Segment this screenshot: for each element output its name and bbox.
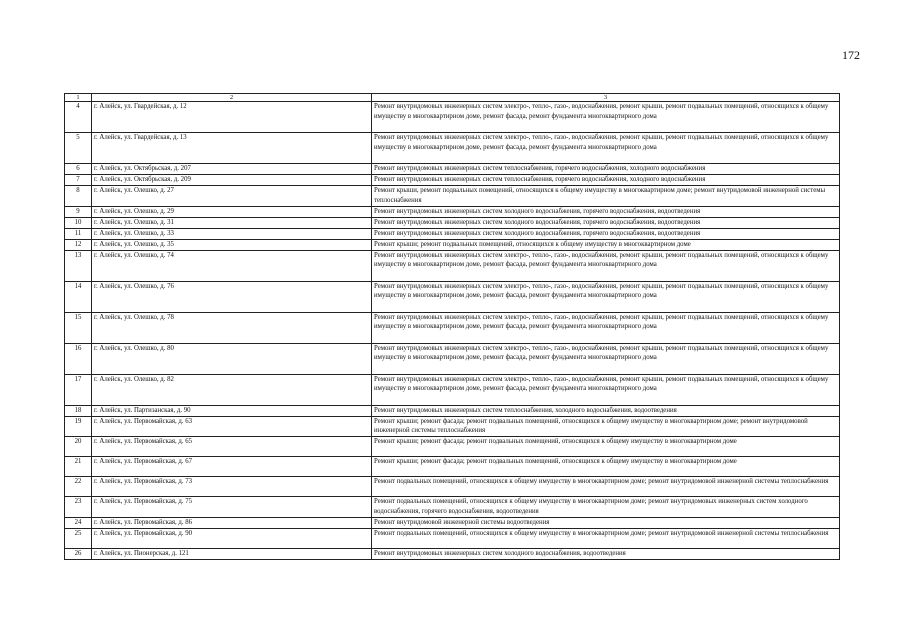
row-number-cell: 20	[65, 437, 92, 457]
works-cell: Ремонт внутридомовых инженерных систем электро-, тепло-, газо-, водоснабжения, ремонт крыши, ремонт подвальных помещений, относящихся к общему имуществу в многоквартирном доме, ремонт фасада, ремонт фундамента многоквартирного дома	[372, 312, 840, 343]
row-number-cell: 12	[65, 239, 92, 250]
works-cell: Ремонт внутридомовых инженерных систем теплоснабжения, холодного водоснабжения, водоотведения	[372, 405, 840, 416]
table-row	[65, 250, 840, 281]
table-row	[65, 102, 840, 133]
address-cell: г. Алейск, ул. Олешко, д. 80	[92, 343, 372, 374]
table-row	[65, 548, 840, 559]
row-number-cell: 26	[65, 548, 92, 559]
works-cell: Ремонт подвальных помещений, относящихся к общему имуществу в многоквартирном доме; ремонт внутридомовых инженерных систем холодного водоснабжения, горячего водоснабжения, водоотведения	[372, 497, 840, 518]
works-cell: Ремонт крыши; ремонт фасада; ремонт подвальных помещений, относящихся к общему имуществу в многоквартирном доме	[372, 457, 840, 477]
table-row	[65, 133, 840, 164]
address-cell: г. Алейск, ул. Пионерская, д. 121	[92, 548, 372, 559]
table-row	[65, 239, 840, 250]
works-cell: Ремонт крыши; ремонт фасада; ремонт подвальных помещений, относящихся к общему имуществу в многоквартирном доме; ремонт внутридомовой инженерной системы теплоснабжения	[372, 416, 840, 437]
table-row	[65, 437, 840, 457]
row-number-cell: 13	[65, 250, 92, 281]
table-row	[65, 281, 840, 312]
table-row	[65, 343, 840, 374]
table-row	[65, 457, 840, 477]
works-table	[64, 93, 840, 560]
works-cell: Ремонт крыши; ремонт фасада; ремонт подвальных помещений, относящихся к общему имуществу в многоквартирном доме	[372, 437, 840, 457]
table-header-row	[65, 94, 840, 102]
row-number-cell: 21	[65, 457, 92, 477]
row-number-cell: 17	[65, 374, 92, 405]
row-number-cell: 5	[65, 133, 92, 164]
row-number-cell: 14	[65, 281, 92, 312]
works-cell: Ремонт внутридомовых инженерных систем теплоснабжения, горячего водоснабжения, холодного водоснабжения	[372, 164, 840, 175]
row-number-cell: 4	[65, 102, 92, 133]
table-row	[65, 186, 840, 207]
row-number-cell: 11	[65, 228, 92, 239]
address-cell: г. Алейск, ул. Партизанская, д. 90	[92, 405, 372, 416]
works-cell: Ремонт внутридомовых инженерных систем электро-, тепло-, газо-, водоснабжения, ремонт крыши, ремонт подвальных помещений, относящихся к общему имуществу в многоквартирном доме, ремонт фасада, ремонт фундамента многоквартирного дома	[372, 133, 840, 164]
works-cell: Ремонт подвальных помещений, относящихся к общему имуществу в многоквартирном доме; ремонт внутридомовой инженерной системы теплоснабжения	[372, 477, 840, 497]
page-number: 172	[842, 48, 860, 62]
works-cell: Ремонт внутридомовых инженерных систем теплоснабжения, горячего водоснабжения, холодного водоснабжения	[372, 175, 840, 186]
address-cell: г. Алейск, ул. Олешко, д. 31	[92, 217, 372, 228]
works-cell: Ремонт внутридомовых инженерных систем электро-, тепло-, газо-, водоснабжения, ремонт крыши, ремонт подвальных помещений, относящихся к общему имуществу в многоквартирном доме, ремонт фасада, ремонт фундамента многоквартирного дома	[372, 281, 840, 312]
column-header-address: 2	[92, 94, 372, 102]
works-cell: Ремонт подвальных помещений, относящихся к общему имуществу в многоквартирном доме; ремонт внутридомовой инженерной системы теплоснабжения	[372, 528, 840, 548]
works-cell: Ремонт внутридомовых инженерных систем холодного водоснабжения, водоотведения	[372, 548, 840, 559]
address-cell: г. Алейск, ул. Первомайская, д. 63	[92, 416, 372, 437]
address-cell: г. Алейск, ул. Олешко, д. 27	[92, 186, 372, 207]
row-number-cell: 15	[65, 312, 92, 343]
table-row	[65, 374, 840, 405]
row-number-cell: 8	[65, 186, 92, 207]
address-cell: г. Алейск, ул. Октябрьская, д. 207	[92, 164, 372, 175]
address-cell: г. Алейск, ул. Первомайская, д. 86	[92, 517, 372, 528]
address-cell: г. Алейск, ул. Олешко, д. 29	[92, 206, 372, 217]
row-number-cell: 9	[65, 206, 92, 217]
row-number-cell: 23	[65, 497, 92, 518]
works-cell: Ремонт внутридомовых инженерных систем холодного водоснабжения, горячего водоснабжения, водоотведения	[372, 228, 840, 239]
table-row	[65, 416, 840, 437]
table-row	[65, 517, 840, 528]
row-number-cell: 22	[65, 477, 92, 497]
works-cell: Ремонт внутридомовых инженерных систем электро-, тепло-, газо-, водоснабжения, ремонт крыши, ремонт подвальных помещений, относящихся к общему имуществу в многоквартирном доме, ремонт фасада, ремонт фундамента многоквартирного дома	[372, 374, 840, 405]
works-cell: Ремонт крыши; ремонт подвальных помещений, относящихся к общему имуществу в многоквартирном доме	[372, 239, 840, 250]
table-row	[65, 206, 840, 217]
works-cell: Ремонт внутридомовых инженерных систем электро-, тепло-, газо-, водоснабжения, ремонт крыши, ремонт подвальных помещений, относящихся к общему имуществу в многоквартирном доме, ремонт фасада, ремонт фундамента многоквартирного дома	[372, 343, 840, 374]
address-cell: г. Алейск, ул. Первомайская, д. 65	[92, 437, 372, 457]
address-cell: г. Алейск, ул. Олешко, д. 76	[92, 281, 372, 312]
address-cell: г. Алейск, ул. Первомайская, д. 90	[92, 528, 372, 548]
works-table-body	[65, 94, 840, 560]
row-number-cell: 10	[65, 217, 92, 228]
table-row	[65, 228, 840, 239]
works-cell: Ремонт внутридомовых инженерных систем холодного водоснабжения, горячего водоснабжения, водоотведения	[372, 206, 840, 217]
table-row	[65, 217, 840, 228]
row-number-cell: 18	[65, 405, 92, 416]
address-cell: г. Алейск, ул. Первомайская, д. 75	[92, 497, 372, 518]
row-number-cell: 6	[65, 164, 92, 175]
table-row	[65, 528, 840, 548]
table-row	[65, 312, 840, 343]
works-cell: Ремонт внутридомовой инженерной системы водоотведения	[372, 517, 840, 528]
address-cell: г. Алейск, ул. Первомайская, д. 73	[92, 477, 372, 497]
table-row	[65, 175, 840, 186]
address-cell: г. Алейск, ул. Олешко, д. 35	[92, 239, 372, 250]
table-row	[65, 477, 840, 497]
address-cell: г. Алейск, ул. Олешко, д. 74	[92, 250, 372, 281]
row-number-cell: 19	[65, 416, 92, 437]
works-cell: Ремонт внутридомовых инженерных систем электро-, тепло-, газо-, водоснабжения, ремонт крыши, ремонт подвальных помещений, относящихся к общему имуществу в многоквартирном доме, ремонт фасада, ремонт фундамента многоквартирного дома	[372, 250, 840, 281]
works-cell: Ремонт крыши, ремонт подвальных помещений, относящихся к общему имуществу в многоквартирном доме; ремонт внутридомовой инженерной системы теплоснабжения	[372, 186, 840, 207]
works-cell: Ремонт внутридомовых инженерных систем электро-, тепло-, газо-, водоснабжения, ремонт крыши, ремонт подвальных помещений, относящихся к общему имуществу в многоквартирном доме, ремонт фасада, ремонт фундамента многоквартирного дома	[372, 102, 840, 133]
table-row	[65, 405, 840, 416]
address-cell: г. Алейск, ул. Олешко, д. 82	[92, 374, 372, 405]
column-header-number: 1	[65, 94, 92, 102]
row-number-cell: 25	[65, 528, 92, 548]
address-cell: г. Алейск, ул. Октябрьская, д. 209	[92, 175, 372, 186]
works-cell: Ремонт внутридомовых инженерных систем холодного водоснабжения, горячего водоснабжения, водоотведения	[372, 217, 840, 228]
address-cell: г. Алейск, ул. Олешко, д. 33	[92, 228, 372, 239]
address-cell: г. Алейск, ул. Олешко, д. 78	[92, 312, 372, 343]
row-number-cell: 24	[65, 517, 92, 528]
address-cell: г. Алейск, ул. Гвардейская, д. 13	[92, 133, 372, 164]
row-number-cell: 7	[65, 175, 92, 186]
table-row	[65, 164, 840, 175]
row-number-cell: 16	[65, 343, 92, 374]
table-row	[65, 497, 840, 518]
address-cell: г. Алейск, ул. Гвардейская, д. 12	[92, 102, 372, 133]
column-header-works: 3	[372, 94, 840, 102]
address-cell: г. Алейск, ул. Первомайская, д. 67	[92, 457, 372, 477]
